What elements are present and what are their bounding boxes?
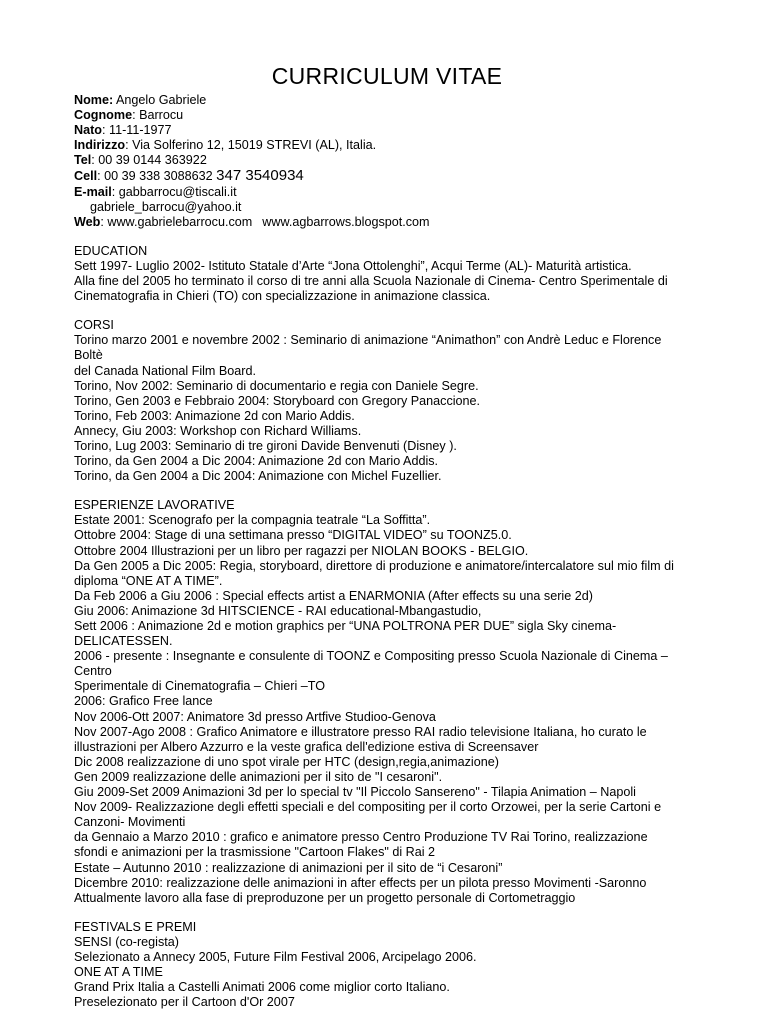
section-line: Torino, Lug 2003: Seminario di tre gironi Davide Benvenuti (Disney ). <box>74 438 457 453</box>
section-line: Giu 2006: Animazione 3d HITSCIENCE - RAI educational-Mbangastudio, <box>74 603 482 618</box>
email-row <box>74 185 700 200</box>
born-row <box>74 123 700 138</box>
name-label: Nome: <box>74 93 114 107</box>
name-row <box>74 93 700 108</box>
section-line: SENSI (co-regista) <box>74 934 179 949</box>
esperienze-section <box>74 498 700 906</box>
section-line: Nov 2006-Ott 2007: Animatore 3d presso Artfive Studioo-Genova <box>74 709 436 724</box>
section-line: Dic 2008 realizzazione di uno spot virale per HTC (design,regia,animazione) <box>74 754 499 769</box>
section-line: Giu 2009-Set 2009 Animazioni 3d per lo special tv "Il Piccolo Sansereno" - Tilapia Animation – Napoli <box>74 785 636 800</box>
tel-value: : 00 39 0144 363922 <box>91 153 207 168</box>
section-line: Torino, Feb 2003: Animazione 2d con Mario Addis. <box>74 408 355 423</box>
web-value-1: : www.gabrielebarrocu.com <box>100 214 253 229</box>
cell-value-large: 347 3540934 <box>216 167 304 185</box>
section-line: del Canada National Film Board. <box>74 363 257 378</box>
section-line: DELICATESSEN. <box>74 634 173 649</box>
section-line: Alla fine del 2005 ho terminato il corso di tre anni alla Scuola Nazionale di Cinema- Centro Sperimentale di <box>74 274 668 289</box>
personal-info <box>74 93 700 230</box>
address-label: Indirizzo <box>74 138 126 153</box>
section-line: Nov 2007-Ago 2008 : Grafico Animatore e illustratore presso RAI radio televisione Italiana, ho curato le <box>74 724 647 739</box>
festivals-section <box>74 920 700 1010</box>
cell-row <box>74 168 700 184</box>
section-line: Dicembre 2010: realizzazione delle animazioni in after effects per un pilota presso Movimenti -Saronno <box>74 875 647 890</box>
web-label: Web <box>74 214 101 229</box>
section-line: diploma “ONE AT A TIME”. <box>74 573 223 588</box>
corsi-section <box>74 318 700 484</box>
surname-value: : Barrocu <box>132 108 184 123</box>
section-line: Cinematografia in Chieri (TO) con specializzazione in animazione classica. <box>74 289 491 304</box>
section-line: Attualmente lavoro alla fase di preproduzone per un progetto personale di Cortometraggio <box>74 890 576 905</box>
section-line: Da Gen 2005 a Dic 2005: Regia, storyboard, direttore di produzione e animatore/intercalatore sul mio film di <box>74 558 674 573</box>
section-line: Sett 1997- Luglio 2002- Istituto Statale d’Arte “Jona Ottolenghi”, Acqui Terme (AL)- Maturità artistica. <box>74 258 632 273</box>
tel-row <box>74 153 700 168</box>
web-row <box>74 215 700 230</box>
section-line: Estate – Autunno 2010 : realizzazione di animazioni per il sito de “i Cesaroni” <box>74 860 503 875</box>
email-value-2: gabriele_barrocu@yahoo.it <box>90 199 242 214</box>
email-row-2 <box>74 200 700 215</box>
section-line: Nov 2009- Realizzazione degli effetti speciali e del compositing per il corto Orzowei, per la serie Cartoni e <box>74 800 662 815</box>
section-line: Torino, da Gen 2004 a Dic 2004: Animazione 2d con Mario Addis. <box>74 454 439 469</box>
surname-label: Cognome <box>74 108 133 123</box>
surname-row <box>74 108 700 123</box>
section-line: Ottobre 2004: Stage di una settimana presso “DIGITAL VIDEO” su TOONZ5.0. <box>74 528 512 543</box>
address-row <box>74 138 700 153</box>
web-value-2: www.agbarrows.blogspot.com <box>262 214 430 229</box>
section-line: da Gennaio a Marzo 2010 : grafico e animatore presso Centro Produzione TV Rai Torino, realizzazione <box>74 830 648 845</box>
section-heading: EDUCATION <box>74 243 148 258</box>
section-line: Annecy, Giu 2003: Workshop con Richard Williams. <box>74 423 362 438</box>
section-heading: ESPERIENZE LAVORATIVE <box>74 498 235 513</box>
section-line: Da Feb 2006 a Giu 2006 : Special effects artist a ENARMONIA (After effects su una serie 2d) <box>74 588 593 603</box>
cell-label: Cell <box>74 169 98 184</box>
tel-label: Tel <box>74 153 92 168</box>
section-line: Torino marzo 2001 e novembre 2002 : Seminario di animazione “Animathon” con Andrè Leduc e Florence <box>74 333 662 348</box>
section-line: ONE AT A TIME <box>74 965 163 980</box>
section-line: Gen 2009 realizzazione delle animazioni per il sito de "I cesaroni". <box>74 769 443 784</box>
section-line: Ottobre 2004 Illustrazioni per un libro per ragazzi per NIOLAN BOOKS - BELGIO. <box>74 543 529 558</box>
section-line: Boltè <box>74 348 103 363</box>
section-line: Torino, Gen 2003 e Febbraio 2004: Storyboard con Gregory Panaccione. <box>74 393 481 408</box>
section-line: Canzoni- Movimenti <box>74 815 186 830</box>
section-line: 2006 - presente : Insegnante e consulente di TOONZ e Compositing presso Scuola Nazionale di Cinema – <box>74 649 668 664</box>
section-line: Selezionato a Annecy 2005, Future Film Festival 2006, Arcipelago 2006. <box>74 949 477 964</box>
section-line: sfondi e animazioni per la trasmissione "Cartoon Flakes" di Rai 2 <box>74 845 436 860</box>
section-line: Torino, Nov 2002: Seminario di documentario e regia con Daniele Segre. <box>74 378 479 393</box>
cell-value: : 00 39 338 3088632 <box>97 169 217 184</box>
section-line: Estate 2001: Scenografo per la compagnia teatrale “La Soffitta”. <box>74 513 431 528</box>
section-line: Sperimentale di Cinematografia – Chieri –TO <box>74 679 326 694</box>
address-value: : Via Solferino 12, 15019 STREVI (AL), Italia. <box>125 138 377 153</box>
section-heading: CORSI <box>74 318 114 333</box>
born-value: : 11-11-1977 <box>102 123 172 138</box>
email-value-1: : gabbarrocu@tiscali.it <box>111 184 237 199</box>
section-line: Centro <box>74 664 112 679</box>
document-page <box>74 62 700 1010</box>
education-section <box>74 244 700 304</box>
section-line: illustrazioni per Albero Azzurro e la veste grafica dell'edizione estiva di Screensaver <box>74 739 539 754</box>
section-line: Preselezionato per il Cartoon d'Or 2007 <box>74 995 295 1010</box>
section-line: Grand Prix Italia a Castelli Animati 2006 come miglior corto Italiano. <box>74 980 450 995</box>
email-label: E-mail <box>74 184 112 199</box>
section-line: Sett 2006 : Animazione 2d e motion graphics per “UNA POLTRONA PER DUE” sigla Sky cinema- <box>74 619 617 633</box>
section-heading: FESTIVALS E PREMI <box>74 919 197 934</box>
section-line: 2006: Grafico Free lance <box>74 694 213 709</box>
born-label: Nato <box>74 123 102 138</box>
name-value: Angelo Gabriele <box>113 93 207 107</box>
page-title: CURRICULUM VITAE <box>271 63 503 89</box>
section-line: Torino, da Gen 2004 a Dic 2004: Animazione con Michel Fuzellier. <box>74 469 442 484</box>
